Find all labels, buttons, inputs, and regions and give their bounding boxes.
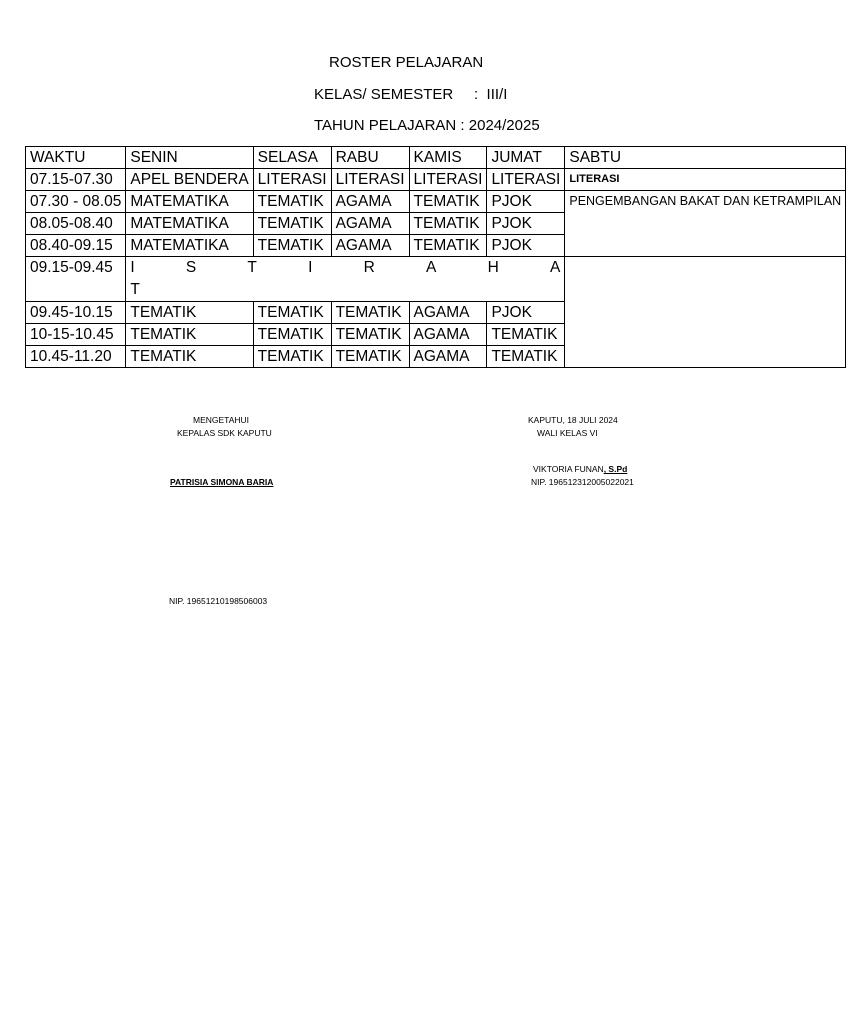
table-cell: AGAMA — [331, 235, 409, 257]
col-header-senin: SENIN — [126, 147, 253, 169]
roster-table — [25, 146, 846, 368]
table-cell: MATEMATIKA — [126, 235, 253, 257]
right-sig-name-line — [533, 464, 627, 474]
istirahat-letters — [130, 257, 560, 279]
istirahat-letter: R — [363, 259, 375, 276]
table-cell: PJOK — [487, 302, 565, 324]
table-cell: LITERASI — [253, 169, 331, 191]
left-sig-nip: NIP. 19651210198506003 — [169, 596, 268, 606]
istirahat-break-cell — [126, 257, 565, 302]
left-sig-line2: KEPALAS SDK KAPUTU — [177, 428, 272, 438]
table-cell: AGAMA — [409, 346, 487, 368]
table-cell: 10-15-10.45 — [26, 324, 126, 346]
table-cell: TEMATIK — [126, 302, 253, 324]
table-cell: TEMATIK — [409, 213, 487, 235]
col-header-rabu: RABU — [331, 147, 409, 169]
table-cell: 08.05-08.40 — [26, 213, 126, 235]
sabtu-literasi-cell: LITERASI — [565, 169, 846, 191]
table-cell: TEMATIK — [487, 324, 565, 346]
col-header-jumat: JUMAT — [487, 147, 565, 169]
table-cell: TEMATIK — [253, 235, 331, 257]
right-sig-name: VIKTORIA FUNAN — [533, 464, 604, 474]
istirahat-letter: A — [549, 259, 561, 276]
table-cell: TEMATIK — [126, 324, 253, 346]
table-row — [26, 191, 846, 213]
right-sig-place-date: KAPUTU, 18 JULI 2024 — [528, 415, 618, 425]
table-cell: AGAMA — [409, 302, 487, 324]
istirahat-letter: T — [247, 259, 257, 276]
class-semester-line: KELAS/ SEMESTER : III/I — [314, 86, 508, 103]
col-header-sabtu: SABTU — [565, 147, 846, 169]
academic-year-line: TAHUN PELAJARAN : 2024/2025 — [314, 117, 540, 134]
table-cell: AGAMA — [331, 213, 409, 235]
table-cell: TEMATIK — [253, 302, 331, 324]
table-cell: MATEMATIKA — [126, 191, 253, 213]
table-cell: 10.45-11.20 — [26, 346, 126, 368]
istirahat-last-letter: T — [130, 281, 140, 298]
table-row — [26, 302, 846, 324]
sabtu-empty-cell — [565, 302, 846, 368]
table-cell: PJOK — [487, 235, 565, 257]
table-cell: APEL BENDERA — [126, 169, 253, 191]
table-cell: TEMATIK — [253, 324, 331, 346]
table-cell: PJOK — [487, 191, 565, 213]
table-cell: TEMATIK — [487, 346, 565, 368]
right-sig-role: WALI KELAS VI — [537, 428, 598, 438]
table-cell: 08.40-09.15 — [26, 235, 126, 257]
table-cell: TEMATIK — [331, 302, 409, 324]
istirahat-letter: I — [308, 259, 313, 276]
col-header-selasa: SELASA — [253, 147, 331, 169]
table-cell: TEMATIK — [253, 346, 331, 368]
table-cell: TEMATIK — [409, 235, 487, 257]
table-row-istirahat — [26, 257, 846, 302]
table-cell: PJOK — [487, 213, 565, 235]
table-cell: AGAMA — [409, 324, 487, 346]
table-row — [26, 169, 846, 191]
istirahat-letter: H — [487, 259, 499, 276]
sabtu-empty-cell — [565, 257, 846, 302]
istirahat-letter: I — [130, 259, 135, 276]
right-sig-nip: NIP. 196512312005022021 — [531, 477, 634, 487]
table-cell: 07.30 - 08.05 — [26, 191, 126, 213]
table-cell: 09.15-09.45 — [26, 257, 126, 302]
table-cell: AGAMA — [331, 191, 409, 213]
document-title: ROSTER PELAJARAN — [329, 54, 484, 71]
sabtu-pengembangan-cell: PENGEMBANGAN BAKAT DAN KETRAMPILAN — [565, 191, 846, 257]
table-cell: TEMATIK — [126, 346, 253, 368]
table-cell: TEMATIK — [331, 346, 409, 368]
col-header-waktu: WAKTU — [26, 147, 126, 169]
table-header-row — [26, 147, 846, 169]
left-sig-line1: MENGETAHUI — [193, 415, 250, 425]
table-cell: TEMATIK — [253, 213, 331, 235]
table-cell: 09.45-10.15 — [26, 302, 126, 324]
istirahat-letter: S — [185, 259, 197, 276]
istirahat-letter: A — [426, 259, 437, 276]
table-cell: LITERASI — [487, 169, 565, 191]
table-cell: LITERASI — [409, 169, 487, 191]
right-sig-title: , S.Pd — [603, 464, 628, 474]
table-cell: TEMATIK — [331, 324, 409, 346]
table-cell: TEMATIK — [253, 191, 331, 213]
table-cell: MATEMATIKA — [126, 213, 253, 235]
table-cell: 07.15-07.30 — [26, 169, 126, 191]
left-sig-name: PATRISIA SIMONA BARIA — [170, 477, 274, 487]
table-cell: LITERASI — [331, 169, 409, 191]
col-header-kamis: KAMIS — [409, 147, 487, 169]
table-cell: TEMATIK — [409, 191, 487, 213]
